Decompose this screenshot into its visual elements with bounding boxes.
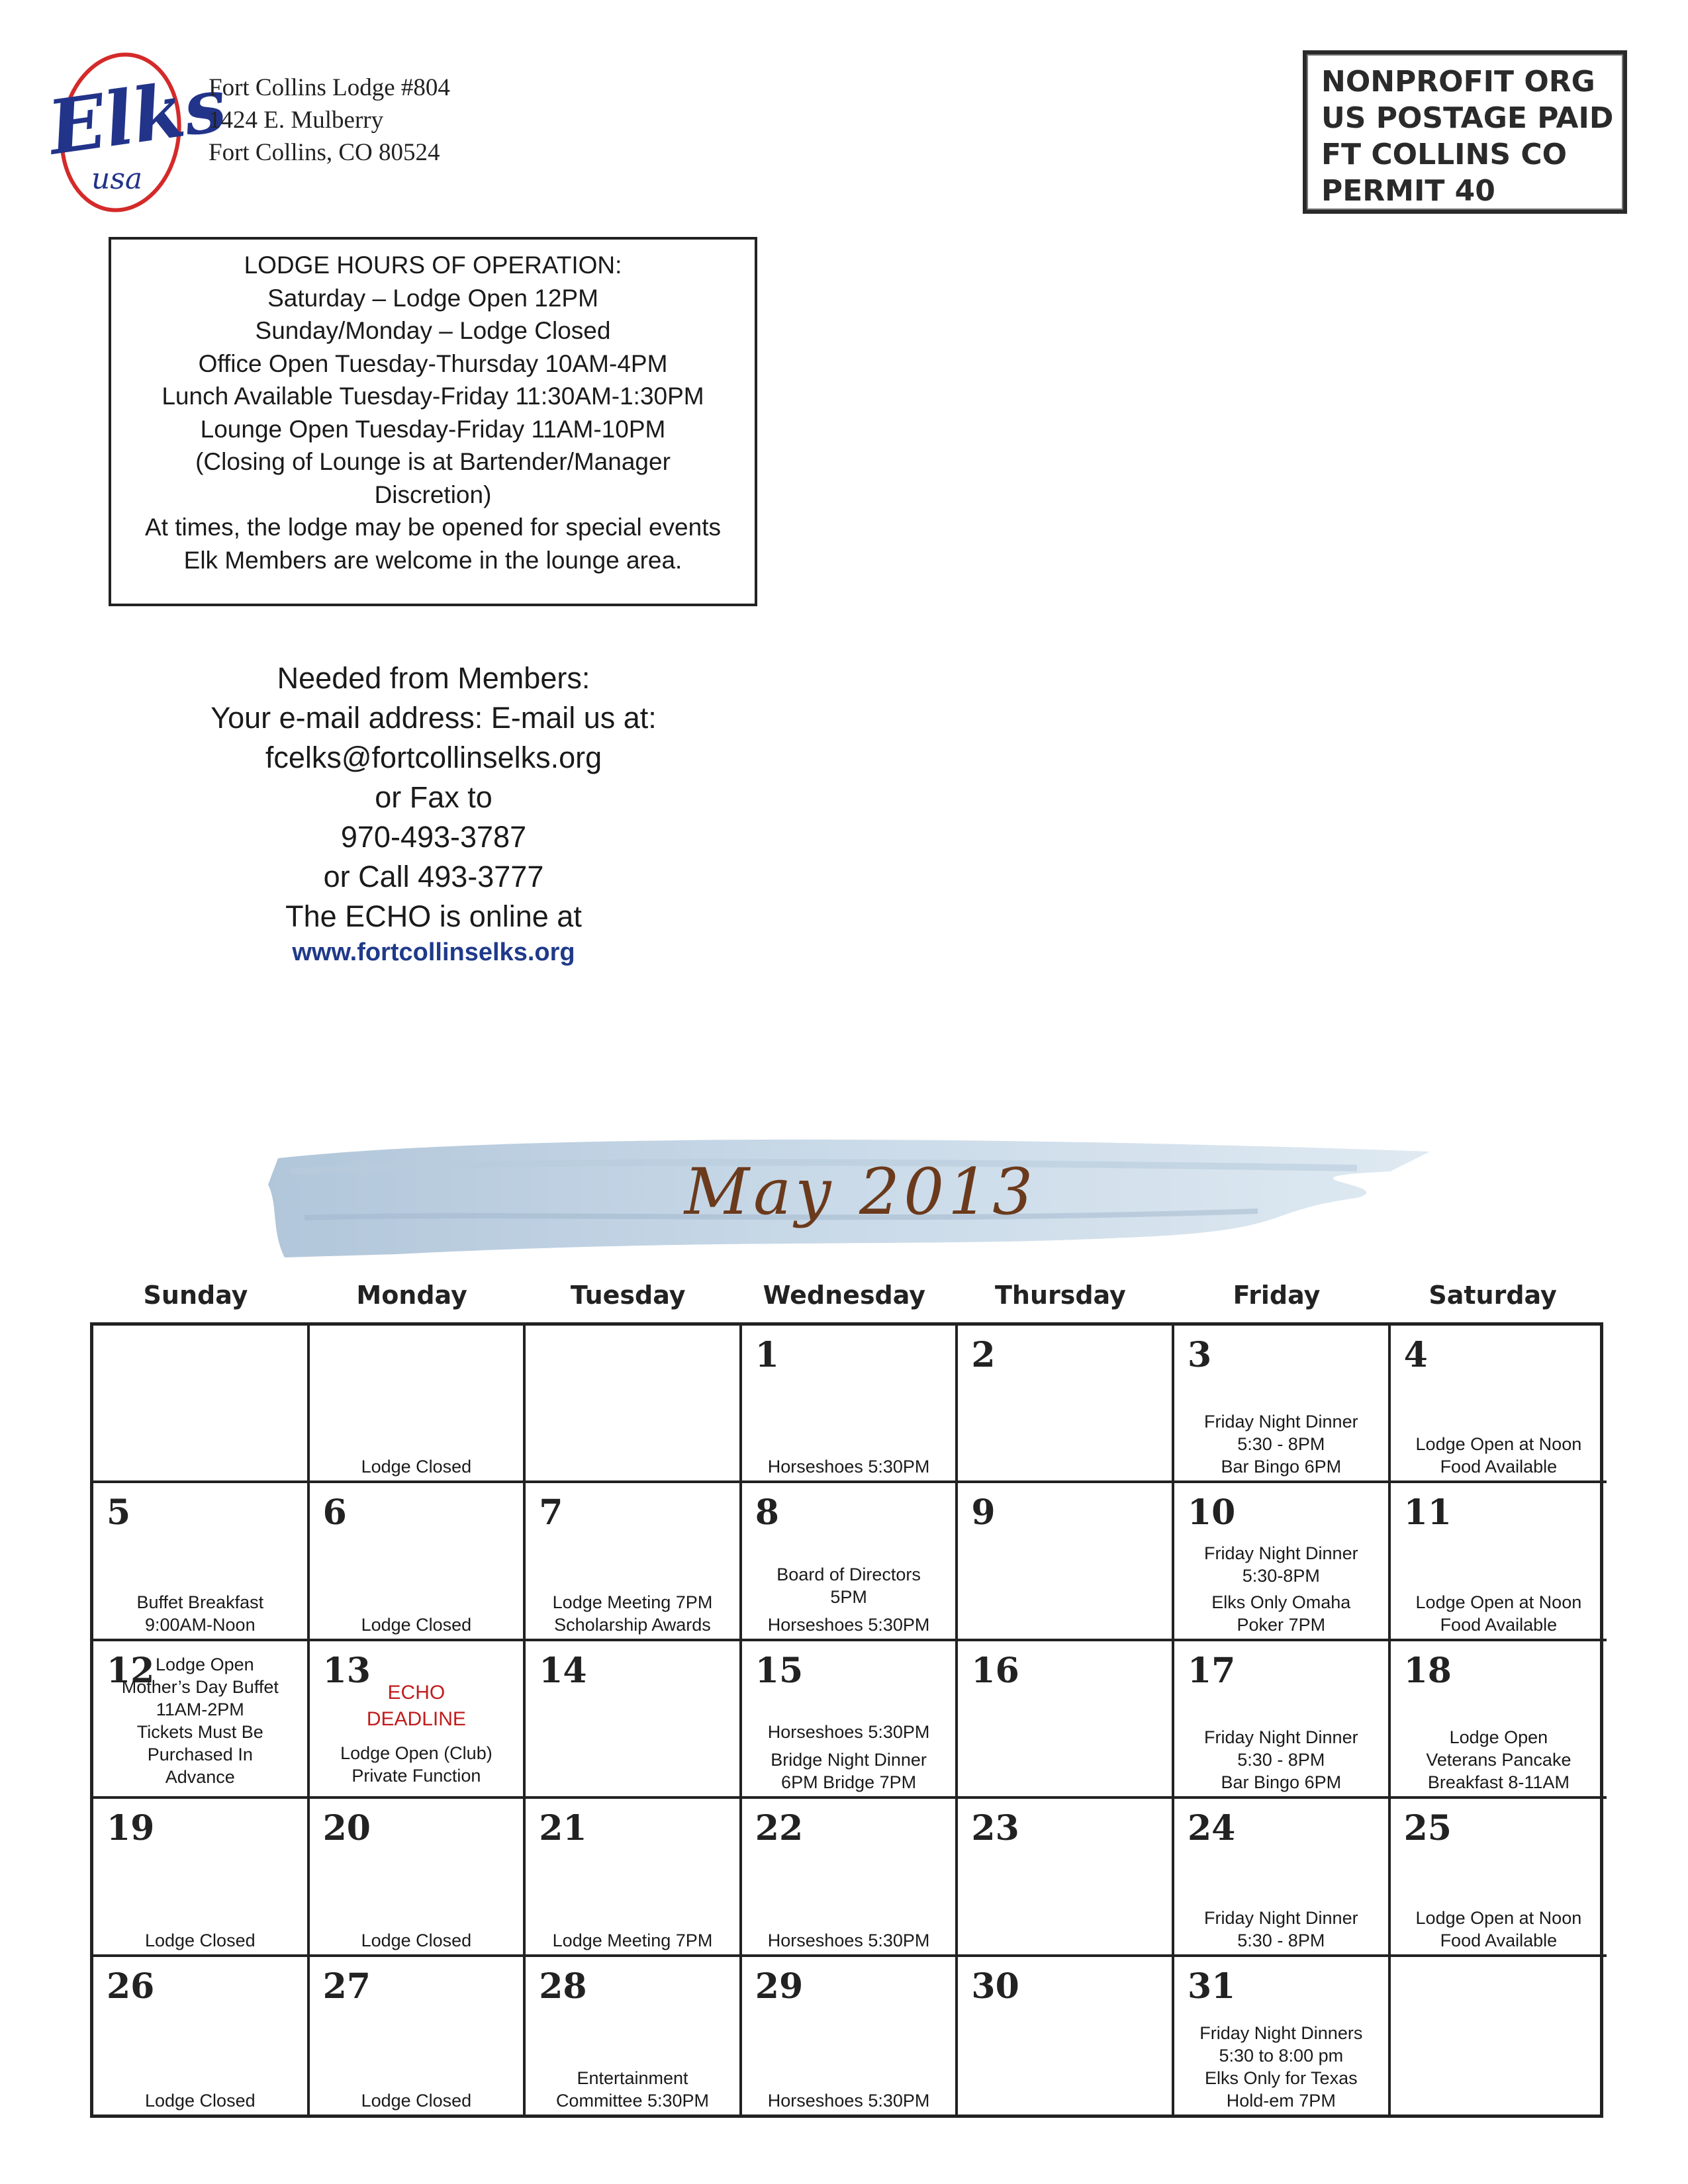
- event-line: 9:00AM-Noon: [145, 1614, 256, 1635]
- day-number: 7: [539, 1492, 563, 1533]
- event-line: Friday Night Dinners: [1199, 2023, 1363, 2043]
- event-line: Lodge Open: [156, 1654, 254, 1674]
- hours-line: At times, the lodge may be opened for special events: [144, 514, 721, 541]
- day-number: 18: [1403, 1650, 1452, 1691]
- day-number: 14: [539, 1650, 587, 1691]
- members-notice: [119, 659, 748, 968]
- event-line: Breakfast 8-11AM: [1427, 1772, 1570, 1793]
- hours-heading: LODGE HOURS OF OPERATION:: [244, 251, 622, 279]
- day-events: [745, 1563, 953, 1636]
- website-link[interactable]: www.fortcollinselks.org: [292, 938, 575, 966]
- weekday-label-monday: Monday: [356, 1281, 467, 1310]
- echo-deadline-text: ECHO: [387, 1681, 445, 1704]
- event-line: Friday Night Dinner: [1204, 1727, 1358, 1748]
- postage-line: PERMIT 40: [1321, 174, 1495, 208]
- hours-line: Elk Members are welcome in the lounge area.: [183, 546, 682, 574]
- event-line: Private Function: [352, 1765, 481, 1786]
- day-number: 13: [322, 1650, 371, 1691]
- day-number: 19: [107, 1808, 155, 1849]
- day-events: [312, 1929, 521, 1952]
- day-number: 30: [971, 1966, 1019, 2007]
- calendar-day-cell: [1391, 1957, 1607, 2115]
- calendar-day-cell: [1391, 1326, 1607, 1483]
- hours-line: Lunch Available Tuesday-Friday 11:30AM-1:30PM: [162, 383, 704, 410]
- calendar-day-cell: [1174, 1799, 1391, 1956]
- event-line: Lodge Open at Noon: [1415, 1907, 1582, 1928]
- day-events: [1177, 1410, 1385, 1478]
- day-events: [96, 2089, 305, 2112]
- calendar-day-cell: [742, 1326, 959, 1483]
- event-line: Lodge Closed: [144, 1930, 256, 1950]
- day-events: [96, 1654, 305, 1788]
- event-line: Poker 7PM: [1237, 1614, 1326, 1635]
- event-line: Board of Directors: [776, 1564, 921, 1584]
- event-line: Lodge Closed: [144, 2090, 256, 2111]
- calendar-day-cell: [958, 1799, 1174, 1956]
- calendar-day-cell: [310, 1957, 526, 2115]
- day-number: 8: [755, 1492, 779, 1533]
- postage-line: NONPROFIT ORG: [1321, 65, 1595, 99]
- day-number: 28: [539, 1966, 587, 2007]
- day-events: [312, 1614, 521, 1636]
- event-line: Elks Only for Texas: [1205, 2068, 1358, 2088]
- members-email: fcelks@fortcollinselks.org: [265, 741, 602, 774]
- day-events: [528, 1929, 737, 1952]
- calendar-day-cell: [1174, 1641, 1391, 1799]
- weekday-header: [87, 1281, 1603, 1320]
- members-line: or Fax to: [375, 780, 492, 814]
- day-number: 5: [107, 1492, 131, 1533]
- lodge-hours-box: [109, 237, 757, 606]
- logo-elks-text: Elks: [43, 61, 232, 172]
- calendar-day-cell: [526, 1326, 742, 1483]
- calendar-grid: [90, 1322, 1603, 2118]
- elks-logo-icon: [43, 46, 232, 218]
- lodge-name: Fort Collins Lodge #804: [209, 74, 450, 101]
- day-events: [1393, 1591, 1605, 1636]
- day-number: 4: [1403, 1335, 1428, 1375]
- calendar-day-cell: [1391, 1641, 1607, 1799]
- event-line: Lodge Open (Club): [340, 1743, 492, 1763]
- event-line: Lodge Closed: [361, 2090, 472, 2111]
- day-number: 12: [107, 1650, 155, 1691]
- event-line: Scholarship Awards: [554, 1614, 711, 1635]
- event-line: 5:30 to 8:00 pm: [1219, 2045, 1344, 2066]
- day-number: 25: [1403, 1808, 1452, 1849]
- calendar-day-cell: [310, 1799, 526, 1956]
- day-number: 10: [1188, 1492, 1236, 1533]
- calendar-day-cell: [958, 1483, 1174, 1641]
- day-number: 15: [755, 1650, 804, 1691]
- members-fax: 970-493-3787: [340, 820, 527, 854]
- calendar-day-cell: [526, 1957, 742, 2115]
- day-events: [745, 2089, 953, 2112]
- day-number: 24: [1188, 1808, 1236, 1849]
- event-line: 5:30 - 8PM: [1237, 1930, 1325, 1950]
- event-line: Tickets Must Be: [136, 1721, 263, 1742]
- event-line: Friday Night Dinner: [1204, 1543, 1358, 1563]
- day-number: 11: [1403, 1492, 1452, 1533]
- day-events: [1393, 1907, 1605, 1952]
- hours-line: Lounge Open Tuesday-Friday 11AM-10PM: [200, 415, 666, 443]
- postage-indicia: [1303, 50, 1627, 214]
- hours-line: (Closing of Lounge is at Bartender/Manager: [195, 448, 671, 475]
- day-events: [745, 1455, 953, 1478]
- lodge-address: [209, 71, 450, 169]
- day-events: [96, 1591, 305, 1636]
- event-line: Bar Bingo 6PM: [1221, 1457, 1342, 1477]
- event-line: Bridge Night Dinner: [771, 1750, 927, 1770]
- day-number: 17: [1188, 1650, 1236, 1691]
- event-line: Buffet Breakfast: [136, 1592, 264, 1612]
- event-line: Elks Only Omaha: [1211, 1592, 1351, 1612]
- day-number: 22: [755, 1808, 804, 1849]
- day-number: 16: [971, 1650, 1019, 1691]
- day-number: 2: [971, 1335, 996, 1375]
- day-events: [528, 1591, 737, 1636]
- event-line: Entertainment: [577, 2068, 688, 2088]
- event-line: Committee 5:30PM: [555, 2090, 710, 2111]
- event-line: Lodge Open at Noon: [1415, 1592, 1582, 1612]
- day-events: [745, 1721, 953, 1794]
- day-number: 9: [971, 1492, 996, 1533]
- event-line: Lodge Closed: [361, 1614, 472, 1635]
- calendar-day-cell: [1391, 1799, 1607, 1956]
- day-events: [1393, 1433, 1605, 1478]
- weekday-label-friday: Friday: [1233, 1281, 1321, 1310]
- event-line: Hold-em 7PM: [1226, 2090, 1336, 2111]
- event-line: Lodge Meeting 7PM: [552, 1930, 713, 1950]
- weekday-label-sunday: Sunday: [143, 1281, 248, 1310]
- event-line: Friday Night Dinner: [1204, 1412, 1358, 1432]
- event-line: Lodge Closed: [361, 1930, 472, 1950]
- day-events: [96, 1929, 305, 1952]
- event-line: Veterans Pancake: [1426, 1750, 1571, 1770]
- calendar-day-cell: [93, 1641, 310, 1799]
- day-number: 3: [1188, 1335, 1212, 1375]
- calendar-day-cell: [526, 1641, 742, 1799]
- event-line: Lodge Closed: [361, 1457, 472, 1477]
- event-line: Purchased In: [147, 1744, 253, 1764]
- calendar-day-cell: [1174, 1957, 1391, 2115]
- calendar-day-cell: [93, 1799, 310, 1956]
- echo-deadline-text: DEADLINE: [366, 1707, 466, 1730]
- calendar-day-cell: [742, 1799, 959, 1956]
- event-line: 6PM Bridge 7PM: [781, 1772, 917, 1793]
- calendar-day-cell: [742, 1483, 959, 1641]
- weekday-label-saturday: Saturday: [1429, 1281, 1557, 1310]
- day-number: 27: [322, 1966, 371, 2007]
- event-line: Mother’s Day Buffet: [121, 1676, 279, 1697]
- postage-line: FT COLLINS CO: [1321, 138, 1568, 171]
- event-line: 5:30-8PM: [1242, 1565, 1320, 1586]
- event-line: Horseshoes 5:30PM: [767, 1457, 930, 1477]
- day-events: [312, 1680, 521, 1787]
- calendar-day-cell: [1174, 1326, 1391, 1483]
- calendar-day-cell: [93, 1483, 310, 1641]
- day-events: [312, 1455, 521, 1478]
- weekday-label-wednesday: Wednesday: [763, 1281, 926, 1310]
- calendar-day-cell: [1391, 1483, 1607, 1641]
- event-line: Lodge Meeting 7PM: [552, 1592, 713, 1612]
- day-events: [528, 2067, 737, 2112]
- event-line: Horseshoes 5:30PM: [767, 1614, 930, 1635]
- calendar-day-cell: [1174, 1483, 1391, 1641]
- event-line: 11AM-2PM: [156, 1699, 244, 1719]
- calendar-day-cell: [526, 1799, 742, 1956]
- hours-line: Sunday/Monday – Lodge Closed: [255, 317, 611, 344]
- calendar-day-cell: [526, 1483, 742, 1641]
- hours-line: Discretion): [374, 480, 492, 508]
- day-number: 29: [755, 1966, 804, 2007]
- day-number: 31: [1188, 1966, 1236, 2007]
- members-line: The ECHO is online at: [285, 899, 582, 933]
- lodge-city: Fort Collins, CO 80524: [209, 139, 440, 166]
- event-line: Food Available: [1440, 1614, 1558, 1635]
- calendar-day-cell: [310, 1483, 526, 1641]
- day-number: 20: [322, 1808, 371, 1849]
- event-line: Lodge Open: [1449, 1727, 1548, 1748]
- members-line: Your e-mail address: E-mail us at:: [211, 701, 657, 735]
- calendar-day-cell: [958, 1957, 1174, 2115]
- day-events: [1177, 1542, 1385, 1636]
- day-number: 23: [971, 1808, 1019, 1849]
- day-number: 26: [107, 1966, 155, 2007]
- day-events: [745, 1929, 953, 1952]
- day-number: 1: [755, 1335, 779, 1375]
- day-events: [312, 2089, 521, 2112]
- calendar-day-cell: [310, 1641, 526, 1799]
- calendar-day-cell: [93, 1957, 310, 2115]
- members-heading: Needed from Members:: [277, 661, 590, 695]
- event-line: Food Available: [1440, 1457, 1558, 1477]
- event-line: Horseshoes 5:30PM: [767, 1722, 930, 1743]
- event-line: 5:30 - 8PM: [1237, 1434, 1325, 1455]
- weekday-label-tuesday: Tuesday: [570, 1281, 686, 1310]
- event-line: Friday Night Dinner: [1204, 1907, 1358, 1928]
- day-number: 21: [539, 1808, 587, 1849]
- postage-line: US POSTAGE PAID: [1321, 101, 1614, 135]
- day-events: [1177, 2022, 1385, 2112]
- calendar-day-cell: [742, 1641, 959, 1799]
- event-line: Advance: [165, 1766, 235, 1787]
- calendar-day-cell: [93, 1326, 310, 1483]
- logo-usa-text: usa: [91, 162, 143, 196]
- event-line: Lodge Open at Noon: [1415, 1434, 1582, 1455]
- event-line: Food Available: [1440, 1930, 1558, 1950]
- calendar-day-cell: [958, 1326, 1174, 1483]
- members-phone: or Call 493-3777: [323, 860, 544, 893]
- calendar-title: May 2013: [684, 1155, 1037, 1229]
- calendar-day-cell: [958, 1641, 1174, 1799]
- event-line: 5PM: [830, 1586, 867, 1607]
- event-line: Horseshoes 5:30PM: [767, 2090, 930, 2111]
- lodge-street: 1424 E. Mulberry: [209, 107, 384, 134]
- calendar-day-cell: [310, 1326, 526, 1483]
- day-events: [1393, 1726, 1605, 1794]
- calendar-day-cell: [742, 1957, 959, 2115]
- hours-line: Office Open Tuesday-Thursday 10AM-4PM: [198, 349, 668, 377]
- weekday-label-thursday: Thursday: [994, 1281, 1126, 1310]
- day-number: 6: [322, 1492, 347, 1533]
- event-line: Horseshoes 5:30PM: [767, 1930, 930, 1950]
- day-events: [1177, 1907, 1385, 1952]
- hours-line: Saturday – Lodge Open 12PM: [267, 284, 598, 312]
- day-events: [1177, 1726, 1385, 1794]
- event-line: Bar Bingo 6PM: [1221, 1772, 1342, 1793]
- event-line: 5:30 - 8PM: [1237, 1750, 1325, 1770]
